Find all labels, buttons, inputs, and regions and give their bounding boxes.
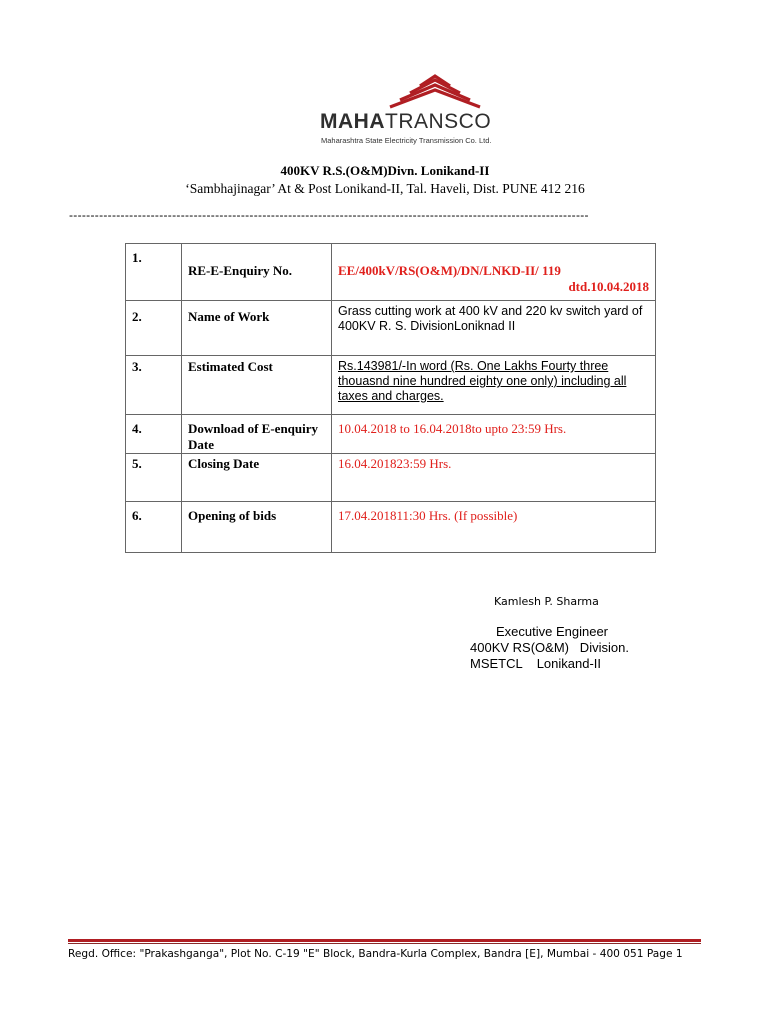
row-label (182, 356, 332, 415)
signatory-designation: Executive Engineer (496, 624, 609, 639)
row-label (182, 244, 332, 301)
row-number-text: 5. (132, 456, 142, 471)
footer-address: Regd. Office: "Prakashganga", Plot No. C-19 "E" Block, Bandra-Kurla Complex, Bandra [E], Mumbai - 400 051 Page 1 (68, 948, 683, 960)
row-number-text: 3. (132, 359, 142, 374)
table-row (126, 454, 656, 502)
logo-word-bold: MAHA (320, 110, 385, 133)
row-number (126, 356, 182, 415)
row-value (332, 356, 656, 415)
work-name-text: Grass cutting work at 400 kV and 220 kv switch yard of 400KV R. S. DivisionLoniknad II (338, 304, 643, 333)
table-row (126, 502, 656, 553)
transmission-tower-icon (380, 74, 490, 110)
footer-divider (68, 939, 701, 942)
download-date-text: 10.04.2018 to 16.04.2018to upto 23:59 Hrs. (338, 421, 567, 436)
signatory-office: MSETCL Lonikand-II (470, 656, 602, 671)
row-value (332, 454, 656, 502)
row-number (126, 301, 182, 356)
row-label-text: Closing Date (188, 456, 260, 471)
row-label-text: Estimated Cost (188, 359, 273, 374)
signatory-block (470, 624, 670, 672)
closing-date-text: 16.04.201823:59 Hrs. (338, 456, 452, 471)
row-number (126, 415, 182, 454)
footer-divider-thin (68, 943, 701, 944)
row-label (182, 301, 332, 356)
row-label-text: RE-E-Enquiry No. (188, 263, 293, 278)
row-value (332, 502, 656, 553)
row-number (126, 502, 182, 553)
row-label (182, 415, 332, 454)
row-value (332, 415, 656, 454)
office-title: 400KV R.S.(O&M)Divn. Lonikand-II (280, 163, 490, 178)
row-value (332, 301, 656, 356)
logo-wordmark (320, 110, 491, 134)
logo-word-light: TRANSCO (385, 110, 492, 133)
separator-line: ------------------------------------------------------------------------------------------------------------------------- (69, 208, 589, 222)
company-logo (320, 74, 520, 146)
row-number-text: 4. (132, 421, 142, 436)
row-number-text: 1. (132, 250, 142, 265)
logo-subtitle: Maharashtra State Electricity Transmission Co. Ltd. (321, 136, 492, 145)
row-value (332, 244, 656, 301)
table-row (126, 301, 656, 356)
row-label (182, 454, 332, 502)
row-number-text: 6. (132, 508, 142, 523)
row-number (126, 244, 182, 301)
row-label-text: Download of E-enquiry Date (188, 421, 319, 452)
enquiry-details-table (125, 243, 656, 553)
table-row (126, 415, 656, 454)
table-row (126, 356, 656, 415)
enquiry-number: EE/400kV/RS(O&M)/DN/LNKD-II/ 119 (338, 263, 561, 278)
enquiry-date: dtd.10.04.2018 (568, 279, 649, 294)
row-number (126, 454, 182, 502)
row-number-text: 2. (132, 309, 142, 324)
signatory-name: Kamlesh P. Sharma (494, 595, 599, 608)
opening-bids-text: 17.04.201811:30 Hrs. (If possible) (338, 508, 518, 523)
row-label (182, 502, 332, 553)
row-label-text: Opening of bids (188, 508, 277, 523)
estimated-cost-text: Rs.143981/-In word (Rs. One Lakhs Fourty three thouasnd nine hundred eighty one only) including all taxes and charges. (338, 359, 627, 403)
office-address: ‘Sambhajinagar’ At & Post Lonikand-II, Tal. Haveli, Dist. PUNE 412 216 (185, 181, 585, 196)
signatory-division: 400KV RS(O&M) Division. (470, 640, 629, 655)
table-row (126, 244, 656, 301)
row-label-text: Name of Work (188, 309, 270, 324)
